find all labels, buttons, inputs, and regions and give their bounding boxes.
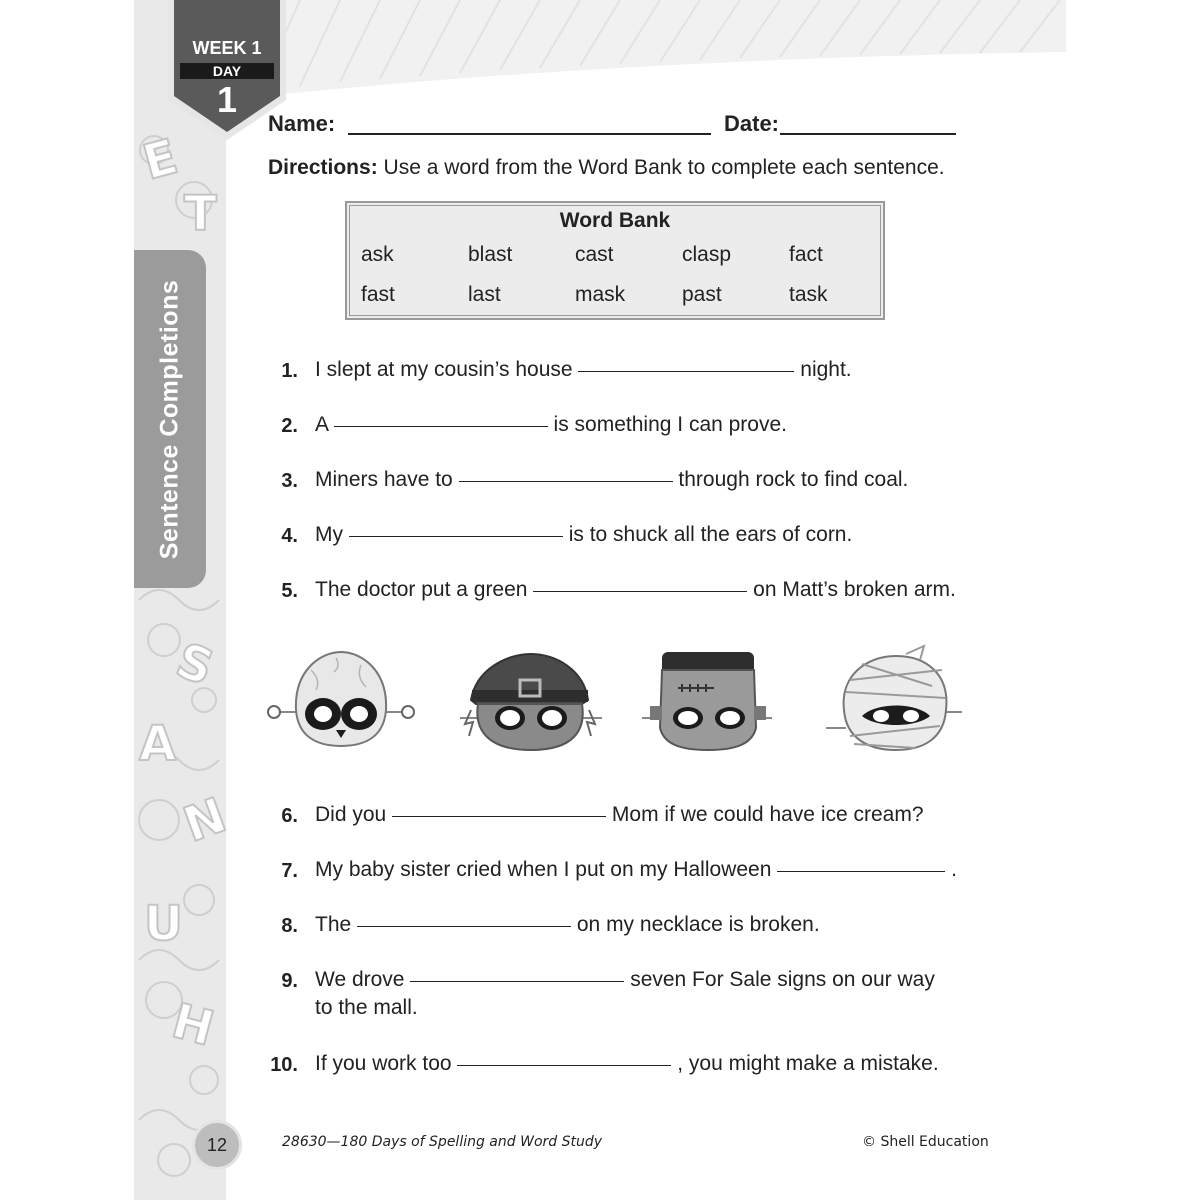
book-title: 28630—180 Days of Spelling and Word Study xyxy=(282,1134,603,1150)
word-bank-word: mask xyxy=(575,283,626,306)
question-text-after: is something I can prove. xyxy=(553,413,787,436)
question-text-before: If you work too xyxy=(315,1052,452,1075)
svg-text:E: E xyxy=(137,128,184,192)
question-text-after: , you might make a mistake. xyxy=(677,1052,939,1075)
word-bank-word: cast xyxy=(575,243,614,266)
answer-blank[interactable] xyxy=(777,871,945,872)
page-number: 12 xyxy=(206,1134,228,1155)
word-bank-word: ask xyxy=(361,243,394,266)
answer-blank[interactable] xyxy=(457,1065,671,1066)
directions-heading: Directions: xyxy=(268,156,378,179)
question-1 xyxy=(315,358,852,382)
answer-blank[interactable] xyxy=(349,536,563,537)
svg-text:A: A xyxy=(139,716,177,772)
question-6 xyxy=(315,803,924,827)
halloween-masks-illustration xyxy=(266,640,966,760)
question-number: 9. xyxy=(281,970,298,992)
badge-day-label: DAY xyxy=(180,63,274,79)
svg-text:U: U xyxy=(144,896,183,952)
skull-mask-icon xyxy=(268,652,414,746)
directions xyxy=(268,156,945,180)
question-text-after: on my necklace is broken. xyxy=(576,913,820,936)
answer-blank[interactable] xyxy=(392,816,606,817)
answer-blank[interactable] xyxy=(410,981,624,982)
svg-text:N: N xyxy=(176,787,234,854)
question-text-after: through rock to find coal. xyxy=(678,468,909,491)
publisher-credit: © Shell Education xyxy=(862,1134,989,1150)
word-bank-word: clasp xyxy=(682,243,732,266)
page-number-badge xyxy=(192,1120,242,1170)
frankenstein-mask-icon xyxy=(642,652,772,750)
word-bank-word: past xyxy=(682,283,722,306)
question-number: 8. xyxy=(281,915,298,937)
question-text-after: on Matt’s broken arm. xyxy=(753,578,956,601)
mummy-mask-icon xyxy=(826,646,962,750)
question-number: 5. xyxy=(281,580,298,602)
question-9 xyxy=(315,968,935,992)
word-bank-word: fact xyxy=(789,243,823,266)
question-5 xyxy=(315,578,956,602)
answer-blank[interactable] xyxy=(459,481,673,482)
word-bank-title: Word Bank xyxy=(559,209,671,232)
name-label: Name: xyxy=(268,111,336,136)
side-tab-label: Sentence Completions xyxy=(155,279,184,559)
word-bank-word: task xyxy=(789,283,828,306)
section-side-tab xyxy=(134,250,206,588)
question-number: 2. xyxy=(281,415,298,437)
svg-text:H: H xyxy=(166,992,220,1058)
answer-blank[interactable] xyxy=(578,371,794,372)
question-text-before: My baby sister cried when I put on my Halloween xyxy=(315,858,772,881)
question-text-after: is to shuck all the ears of corn. xyxy=(568,523,853,546)
svg-text:S: S xyxy=(168,632,221,697)
witch-mask-icon xyxy=(460,654,602,750)
question-text-before: We drove xyxy=(315,968,405,991)
question-number: 10. xyxy=(270,1054,298,1076)
answer-blank[interactable] xyxy=(533,591,747,592)
word-bank-word: blast xyxy=(468,243,513,266)
question-text-before: My xyxy=(315,523,343,546)
question-number: 6. xyxy=(281,805,298,827)
question-4 xyxy=(315,523,852,547)
question-8 xyxy=(315,913,820,937)
word-bank-word: fast xyxy=(361,283,395,306)
question-text-before: Miners have to xyxy=(315,468,453,491)
date-label: Date: xyxy=(724,111,780,136)
question-text-after: night. xyxy=(800,358,852,381)
name-input-line[interactable] xyxy=(348,133,711,135)
question-text-before: I slept at my cousin’s house xyxy=(315,358,573,381)
word-bank-word: last xyxy=(468,283,501,306)
svg-text:T: T xyxy=(184,186,217,242)
question-number: 7. xyxy=(281,860,298,882)
question-9-continuation: to the mall. xyxy=(315,996,418,1019)
directions-text: Use a word from the Word Bank to complete each sentence. xyxy=(377,156,945,179)
question-text-before: Did you xyxy=(315,803,387,826)
badge-day-number: 1 xyxy=(216,79,238,120)
question-text-after: Mom if we could have ice cream? xyxy=(611,803,924,826)
question-text-before: The xyxy=(315,913,352,936)
question-10 xyxy=(315,1052,939,1076)
question-3 xyxy=(315,468,908,492)
answer-blank[interactable] xyxy=(357,926,571,927)
word-bank xyxy=(345,201,885,320)
question-number: 4. xyxy=(281,525,298,547)
question-text-before: The doctor put a green xyxy=(315,578,528,601)
question-2 xyxy=(315,413,787,437)
question-text-after: . xyxy=(951,858,957,881)
badge-week-label: WEEK 1 xyxy=(192,38,262,58)
question-number: 3. xyxy=(281,470,298,492)
date-input-line[interactable] xyxy=(780,133,956,135)
answer-blank[interactable] xyxy=(334,426,548,427)
question-text-before: A xyxy=(315,413,328,436)
question-text-after: seven For Sale signs on our way xyxy=(630,968,935,991)
question-7 xyxy=(315,858,957,882)
question-number: 1. xyxy=(281,360,298,382)
